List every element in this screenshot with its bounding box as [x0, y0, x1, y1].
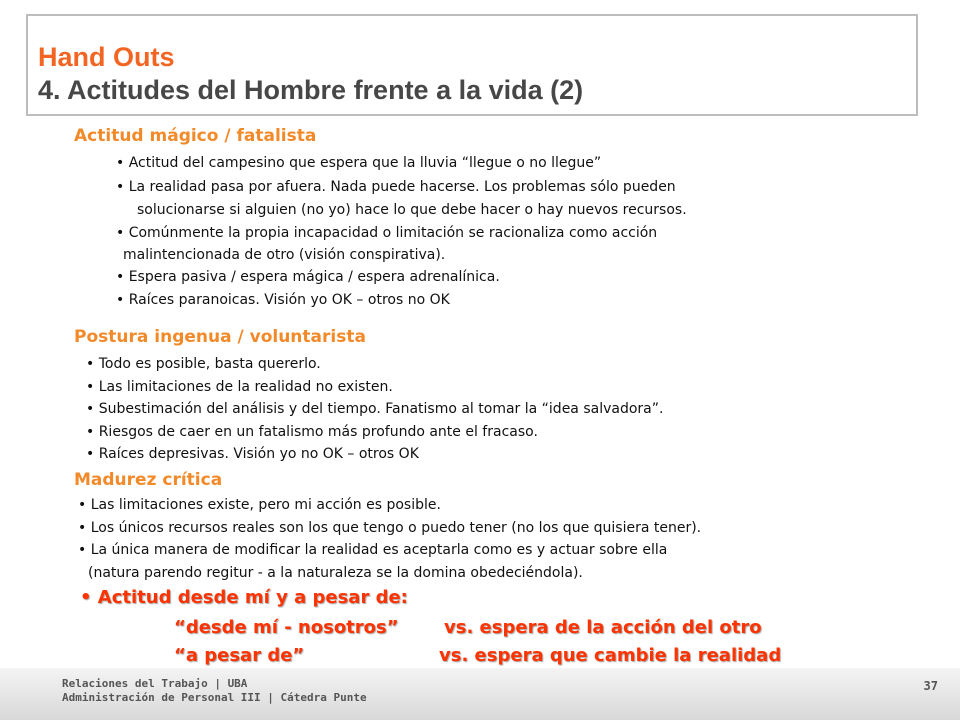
section-heading-ingenua: Postura ingenua / voluntarista — [74, 327, 366, 347]
emphasis-row1-right: vs. espera de la acción del otro — [444, 617, 762, 638]
list-item: • Las limitaciones existe, pero mi acción es posible. — [78, 497, 441, 513]
list-item: • Espera pasiva / espera mágica / espera adrenalínica. — [116, 269, 500, 285]
footer-line2: Administración de Personal III | Cátedra Punte — [62, 691, 367, 704]
list-item: • Los únicos recursos reales son los que tengo o puedo tener (no los que quisiera tener). — [78, 520, 702, 536]
list-item-continuation: solucionarse si alguien (no yo) hace lo que debe hacer o hay nuevos recursos. — [137, 202, 687, 218]
list-item: • Subestimación del análisis y del tiempo. Fanatismo al tomar la “idea salvadora”. — [86, 401, 664, 417]
list-item: • Riesgos de caer en un fatalismo más profundo ante el fracaso. — [86, 424, 538, 440]
list-item: • Comúnmente la propia incapacidad o limitación se racionaliza como acción — [116, 225, 658, 241]
list-item: • Todo es posible, basta quererlo. — [86, 356, 321, 372]
list-item: • Las limitaciones de la realidad no existen. — [86, 379, 393, 395]
list-item: • La única manera de modificar la realidad es aceptarla como es y actuar sobre ella — [78, 542, 668, 558]
footer-line1: Relaciones del Trabajo | UBA — [62, 677, 248, 690]
list-item: • La realidad pasa por afuera. Nada puede hacerse. Los problemas sólo pueden — [116, 179, 676, 195]
list-item: • Raíces paranoicas. Visión yo OK – otros no OK — [116, 292, 450, 308]
section-heading-magico: Actitud mágico / fatalista — [74, 126, 317, 146]
title-box — [26, 14, 918, 116]
page-number: 37 — [923, 679, 938, 693]
section-heading-madurez: Madurez crítica — [74, 470, 223, 490]
slide-title: Hand Outs — [38, 42, 175, 72]
list-item-continuation: (natura parendo regitur - a la naturaleza se la domina obedeciéndola). — [88, 565, 583, 581]
emphasis-row2-left: “a pesar de” — [174, 645, 305, 666]
emphasis-row2-right: vs. espera que cambie la realidad — [439, 645, 782, 666]
list-item: • Actitud del campesino que espera que la lluvia “llegue o no llegue” — [116, 155, 602, 171]
emphasis-bullet: • Actitud desde mí y a pesar de: — [80, 587, 408, 608]
list-item: • Raíces depresivas. Visión yo no OK – otros OK — [86, 446, 419, 462]
slide-subtitle: 4. Actitudes del Hombre frente a la vida (2) — [38, 75, 584, 105]
list-item-continuation: malintencionada de otro (visión conspirativa). — [123, 247, 446, 263]
emphasis-row1-left: “desde mí - nosotros” — [174, 617, 399, 638]
